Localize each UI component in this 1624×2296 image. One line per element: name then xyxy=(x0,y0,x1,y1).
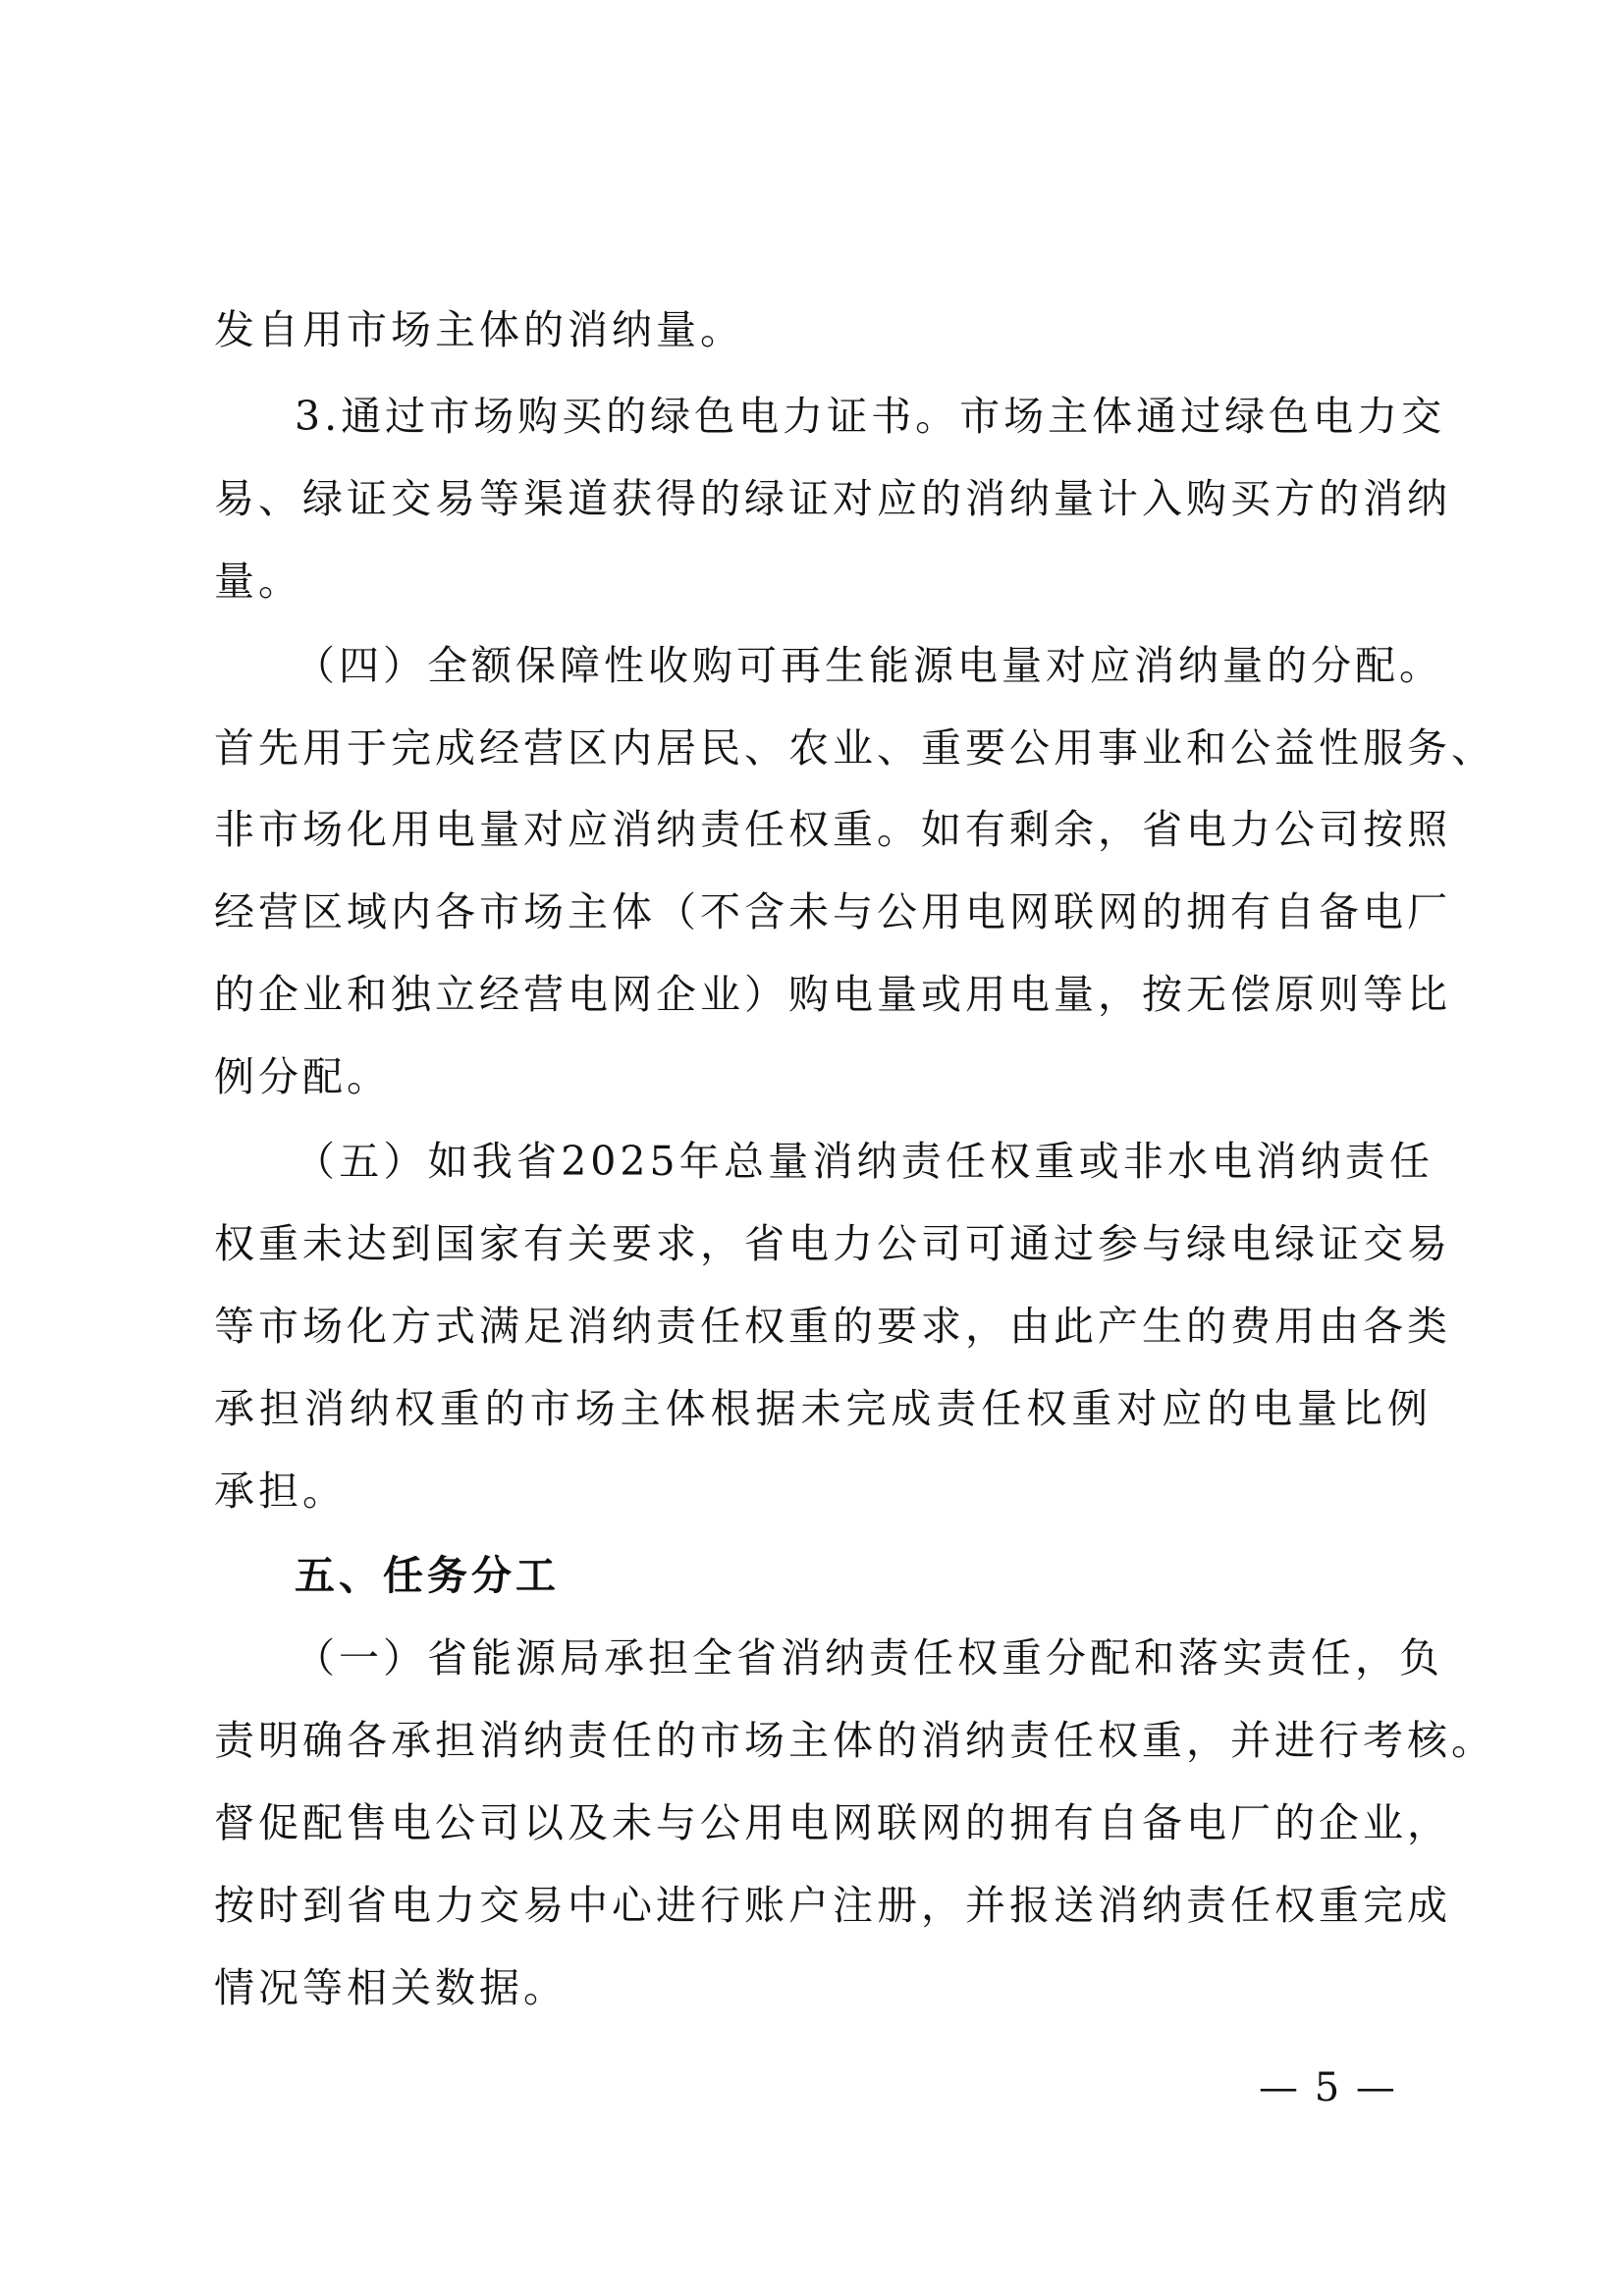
page-number: — 5 — xyxy=(1259,2065,1397,2110)
text-line: 督促配售电公司以及未与公用电网联网的拥有自备电厂的企业， xyxy=(214,1799,1451,1846)
text-line: （一）省能源局承担全省消纳责任权重分配和落实责任，负 xyxy=(295,1634,1443,1682)
text-line: 权重未达到国家有关要求，省电力公司可通过参与绿电绿证交易 xyxy=(214,1220,1451,1267)
text-line: （四）全额保障性收购可再生能源电量对应消纳量的分配。 xyxy=(295,642,1443,689)
text-line: 发自用市场主体的消纳量。 xyxy=(214,306,744,353)
text-line: 经营区域内各市场主体（不含未与公用电网联网的拥有自备电厂 xyxy=(214,888,1451,935)
text-line: 的企业和独立经营电网企业）购电量或用电量，按无偿原则等比 xyxy=(214,971,1451,1018)
text-line: 等市场化方式满足消纳责任权重的要求，由此产生的费用由各类 xyxy=(214,1303,1451,1350)
text-line: 按时到省电力交易中心进行账户注册，并报送消纳责任权重完成 xyxy=(214,1882,1451,1929)
section-heading: 五、任务分工 xyxy=(295,1552,560,1599)
text-line: 责明确各承担消纳责任的市场主体的消纳责任权重，并进行考核。 xyxy=(214,1717,1495,1764)
text-line: 首先用于完成经营区内居民、农业、重要公用事业和公益性服务、 xyxy=(214,724,1495,772)
text-line: （五）如我省2025年总量消纳责任权重或非水电消纳责任 xyxy=(295,1138,1434,1185)
text-line: 3.通过市场购买的绿色电力证书。市场主体通过绿色电力交 xyxy=(295,393,1446,440)
text-line: 量。 xyxy=(214,558,302,605)
text-line: 承担消纳权重的市场主体根据未完成责任权重对应的电量比例 xyxy=(214,1385,1432,1432)
text-line: 易、绿证交易等渠道获得的绿证对应的消纳量计入购买方的消纳 xyxy=(214,475,1451,522)
text-line: 情况等相关数据。 xyxy=(214,1964,568,2011)
text-line: 非市场化用电量对应消纳责任权重。如有剩余，省电力公司按照 xyxy=(214,806,1451,853)
text-line: 承担。 xyxy=(214,1468,347,1515)
text-line: 例分配。 xyxy=(214,1053,391,1100)
